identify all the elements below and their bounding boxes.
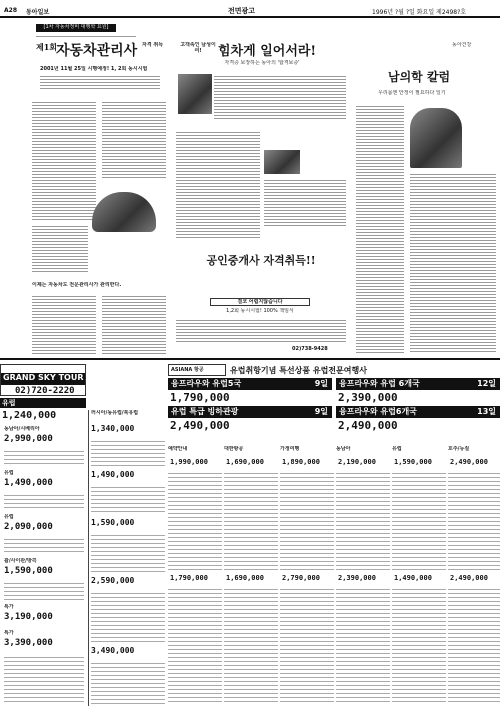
tour-row-dest-4: 특가 [4, 604, 14, 610]
column-title: 남의학 칼럼 [388, 70, 451, 84]
grid-col-1: 대한항공 [224, 446, 244, 452]
auto-ad-exam-date: 2001년 11월 25일 시행예정! 1, 2회 동시시험 [40, 66, 148, 72]
mid-price-0: 1,340,000 [91, 424, 135, 433]
offer-1-price: 2,390,000 [338, 391, 398, 403]
grid-price-6: 1,790,000 [170, 574, 208, 582]
building-photo [264, 150, 300, 174]
broker-phone: 02)738-9428 [292, 346, 328, 352]
tour-row-dest-2: 유럽 [4, 514, 14, 520]
russia-column [88, 410, 166, 706]
tour-row-price-1: 1,490,000 [4, 478, 53, 488]
auto-ad-headline-suffix: 자격 취득 [142, 42, 164, 48]
health-column [352, 22, 500, 356]
offer-1-label: 융프라우와 유럽 6개국 12일 [336, 378, 500, 390]
car-photo [92, 192, 156, 232]
paper-name: 동아일보 [26, 9, 50, 16]
grid-price-7: 1,690,000 [226, 574, 264, 582]
broker-banner: 결코 어렵지않습니다 [210, 298, 310, 306]
auto-ad-tag: [1차 자동차정비 대행학 요원] [36, 24, 116, 32]
asiana-title: 유럽취항기념 특선상품 유럽전문여행사 [230, 366, 367, 375]
grid-price-10: 1,490,000 [394, 574, 432, 582]
tour-phone: 02)720-2220 [15, 386, 75, 396]
broker-ad [172, 22, 350, 356]
offer-2-price: 2,490,000 [170, 419, 230, 431]
tour-brand: GRAND SKY TOUR [1, 373, 86, 385]
tour-row-price-2: 2,090,000 [4, 522, 53, 532]
broker-headline-small: 고객속인 남성이여! [180, 42, 216, 54]
auto-ad-edition: 제1회 [36, 42, 58, 52]
broker-headline: 힘차게 일어서라! [218, 44, 317, 58]
grid-col-5: 호주/뉴질 [448, 446, 470, 452]
tour-row-price-3: 1,590,000 [4, 566, 53, 576]
auto-ad-caption: 이제는 자동차도 전문관리사가 관리한다. [32, 282, 122, 288]
column-sub: 우리몸엔 안정이 필요하다 일기 [378, 90, 446, 96]
tour-row-dest-3: 괌/사이판/방콕 [4, 558, 37, 564]
broker-banner-sub: 1,2회 동시시험! 100% 책임식 [226, 308, 294, 314]
tour-row-dest-1: 유럽 [4, 470, 14, 476]
offer-0-label: 융프라우와 유럽5국 9일 [168, 378, 332, 390]
issue-date: 1996년 ?월 ?일 화요일 제2498?호 [372, 9, 467, 16]
page-number: A28 [4, 7, 17, 14]
auto-ad [30, 22, 170, 356]
tour-price-main: 1,240,000 [2, 410, 57, 421]
offer-3-label: 융프라우와 유럽6개국 13일 [336, 406, 500, 418]
mid-price-1: 1,490,000 [91, 470, 135, 479]
grid-col-2: 가정여행 [280, 446, 300, 452]
tour-row-dest-0: 동남아/시베리아 [4, 426, 40, 432]
mid-price-4: 3,490,000 [91, 646, 135, 655]
mid-price-2: 1,590,000 [91, 518, 135, 527]
grid-price-4: 1,590,000 [394, 458, 432, 466]
tour-row-dest-5: 특가 [4, 630, 14, 636]
offer-0-price: 1,790,000 [170, 391, 230, 403]
grid-col-3: 동남아 [336, 446, 351, 452]
tour-row-price-5: 3,390,000 [4, 638, 53, 648]
page-header [0, 4, 500, 18]
offer-2-label: 유럽 특급 빙하관광 9일 [168, 406, 332, 418]
tour-row-price-4: 3,190,000 [4, 612, 53, 622]
offer-3-price: 2,490,000 [338, 419, 398, 431]
mid-price-3: 2,590,000 [91, 576, 135, 585]
grid-price-9: 2,390,000 [338, 574, 376, 582]
grid-price-8: 2,790,000 [282, 574, 320, 582]
russia-title: 러시아/동유럽/북유럽 [91, 410, 139, 416]
grid-price-2: 1,890,000 [282, 458, 320, 466]
travel-grid [168, 446, 500, 706]
tour-row-price-0: 2,990,000 [4, 434, 53, 444]
asiana-logo: ASIANA 항공 [168, 364, 226, 376]
grid-price-3: 2,190,000 [338, 458, 376, 466]
grid-price-11: 2,490,000 [450, 574, 488, 582]
asiana-block [168, 364, 500, 444]
grid-price-5: 2,490,000 [450, 458, 488, 466]
grid-price-0: 1,990,000 [170, 458, 208, 466]
broker-sub: 자격증 보장하는 동아의 '합격보증' [224, 60, 300, 66]
column-logo: 동아건강 [452, 42, 472, 48]
tour-brand-box [0, 364, 86, 396]
grid-col-4: 유럽 [392, 446, 402, 452]
travel-ads [0, 358, 500, 707]
auto-ad-headline: 자동차관리사 [56, 43, 138, 58]
person-photo [178, 74, 212, 114]
doctor-photo [410, 108, 462, 168]
section-title: 전면광고 [228, 7, 256, 15]
grid-col-0: 예약안내 [168, 446, 188, 452]
tour-headline: 유럽 [0, 398, 86, 408]
broker-title: 공인중개사 자격취득!! [206, 254, 316, 267]
grid-price-1: 1,690,000 [226, 458, 264, 466]
